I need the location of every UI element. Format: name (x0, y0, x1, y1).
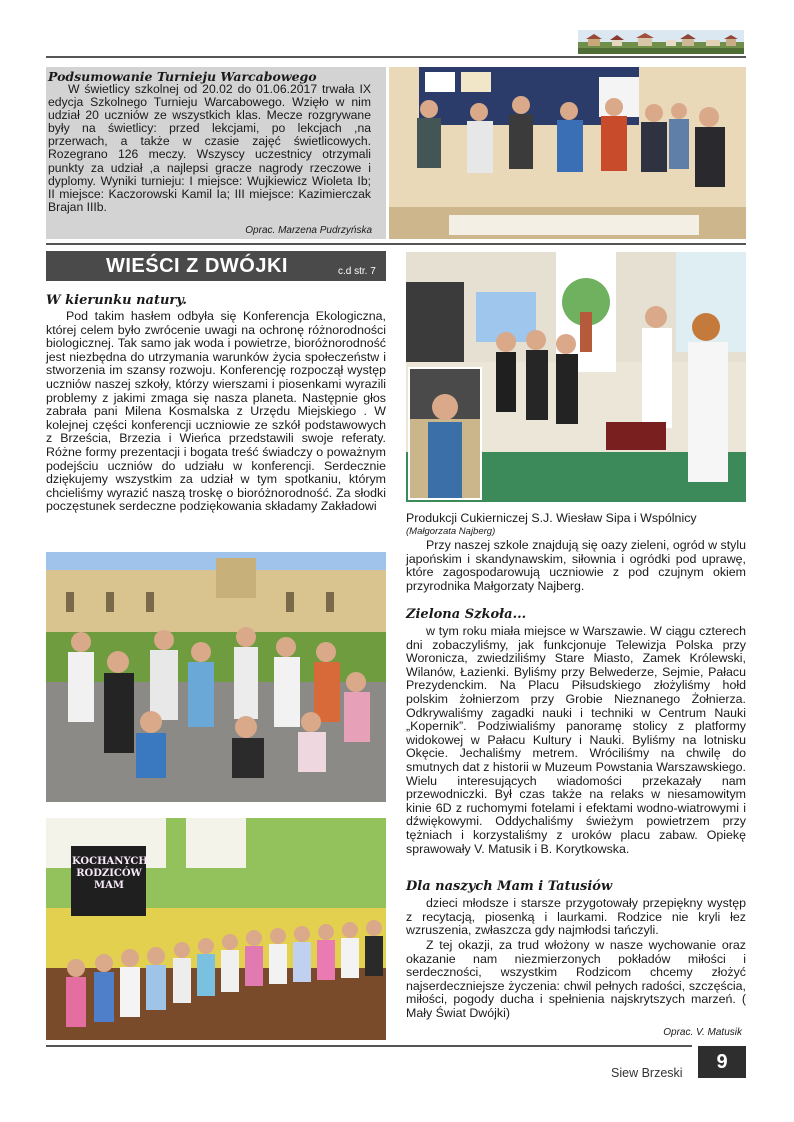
village-panorama-icon (578, 30, 744, 54)
parents-body-2: Z tej okazji, za trud włożony w nasze wychowanie oraz okazanie nam niezmierzonych pokładów miłości i serdeczności, wszystkim Rodzicom chcemy złożyć najserdeczniejsze życzenia: chwil pełnych radości, szczęścia, miłości, pogody ducha i spełnienia najskrytszych marzeń. ( Mały Świat Dwójki) (406, 938, 746, 1020)
parents-body-1: dzieci młodsze i starsze przygotowały przepiękny występ z recytacją, piosenką i laurkami. Rodzice nie kryli łez wzruszenia, zwłaszcza gdy najmłodsi tańczyli. (406, 896, 746, 938)
section-title: WIEŚCI Z DWÓJKI (106, 255, 288, 277)
wilanow-group-photo (46, 552, 386, 802)
nature-heading: W kierunku natury. (46, 293, 187, 308)
green-school-heading: Zielona Szkoła... (406, 607, 527, 622)
tournament-title: Podsumowanie Turnieju Warcabowego (48, 69, 317, 84)
section-banner (46, 251, 386, 281)
speaker-inset-photo (408, 367, 482, 500)
mothers-day-banner-text: KOCHANYCH RODZICÓW MAM (72, 856, 148, 891)
publication-name: Siew Brzeski (611, 1066, 683, 1080)
page-number: 9 (698, 1046, 746, 1078)
parents-credit: Oprac. V. Matusik (663, 1027, 742, 1038)
divider-rule (46, 243, 746, 245)
section-continued: c.d str. 7 (338, 266, 376, 277)
tournament-box (46, 67, 386, 239)
nature-body-left: Pod takim hasłem odbyła się Konferencja Ekologiczna, której celem było zwrócenie uwagi na ochronę różnorodności biologicznej. Tak samo jak woda i powietrze, bioróżnorodność jest niezbędna do utrzymania warunków życia społeczeństw i stworzenia im szansy rozwoju. Konferencję rozpoczął występ uczniów naszej szkoły, którzy wierszami i piosenkami wyrazili problemy z jakimi zmaga się nasza planeta. Następnie głos zabrała pani Milena Kosmalska z Urzędu Miejskiego . W kolejnej części konferencji uczniowie ze szkół podstawowych z Brześcia, Brzezia i Wieńca przedstawili swoje referaty. Różne formy prezentacji i bogata treść świadczy o poważnym podejściu uczniów do udziału w konferencji. Serdecznie dziękujemy wszystkim za udział w tym spotkaniu, którym chcieliśmy wyrazić naszą troskę o bioróżnorodność. Za słodki poczęstunek serdeczne podziękowania składamy Zakładowi (46, 309, 386, 514)
nature-body-right2: Przy naszej szkole znajdują się oazy zieleni, ogród w stylu japońskim i skandynawskim, siłownia i ogródki pod uprawę, które zagospodarowują uczniowie z pod czujnym okiem przyrodnika Małgorzaty Najberg. (406, 538, 746, 593)
tournament-group-photo (389, 67, 746, 239)
parents-heading: Dla naszych Mam i Tatusiów (406, 879, 613, 894)
mothers-day-photo (46, 818, 386, 1040)
tournament-body: W świetlicy szkolnej od 20.02 do 01.06.2017 trwała IX edycja Szkolnego Turnieju Warcabowego. Wzięło w nim udział 20 uczniów ze wszystkich klas. Mecze rozgrywane były na świetlicy: przed lekcjami, po lekcjach ,na przerwach, a także w czasie zajęć świetlicowych. Rozegrano 126 meczy. Wszyscy uczestnicy otrzymali punkty za udział ,a najlepsi gracze nagrody rzeczowe i dyplomy. Wyniki turnieju: I miejsce: Wujkiewicz Wioleta Ib; II miejsce: Kaczorowski Kamil Ia; III miejsce: Kazimierczak Brajan IIIb. (48, 82, 371, 214)
nature-body-right: Produkcji Cukierniczej S.J. Wiesław Sipa i Wspólnicy (406, 511, 697, 525)
green-school-body: w tym roku miała miejsce w Warszawie. W ciągu czterech dni zobaczyliśmy, jak funkcjonuje Telewizja Polska przy Woronicza, zwiedziliśmy Stare Miasto, Zamek Królewski, Wilanów, Łazienki. Byliśmy przy Belwederze, Sejmie, Pałacu Prezydenckim. Na Placu Piłsudskiego złożyliśmy hołd polskim żołnierzom przy Grobie Nieznanego Żołnierza. Odkrywaliśmy zagadki nauki i techniki w Centrum Nauki „Kopernik”. Podziwialiśmy panoramę stolicy z platformy widokowej w Pałacu Kultury i Nauki. Byliśmy na lotnisku Okęcie. Jechaliśmy metrem. Wróciliśmy na chwilę do smutnych dat z historii w Muzeum Powstania Warszawskiego. Wielu interesujących wiadomości przekazały nam przewodniczki. Był czas także na relaks w niesamowitym kinie 6D z ruchomymi fotelami i efektami wodno-wiatrowymi i dźwiękowymi. Oddychaliśmy świeżym powietrzem przy tężniach i korzystaliśmy z uroków placu zabaw. Opiekę sprawowały V. Matusik i B. Korytkowska. (406, 624, 746, 856)
tournament-credit: Oprac. Marzena Pudrzyńska (245, 225, 372, 236)
eco-conference-photo (406, 252, 746, 502)
top-rule (46, 56, 746, 58)
footer-rule (46, 1045, 692, 1047)
nature-credit-inline: (Małgorzata Najberg) (406, 526, 496, 537)
